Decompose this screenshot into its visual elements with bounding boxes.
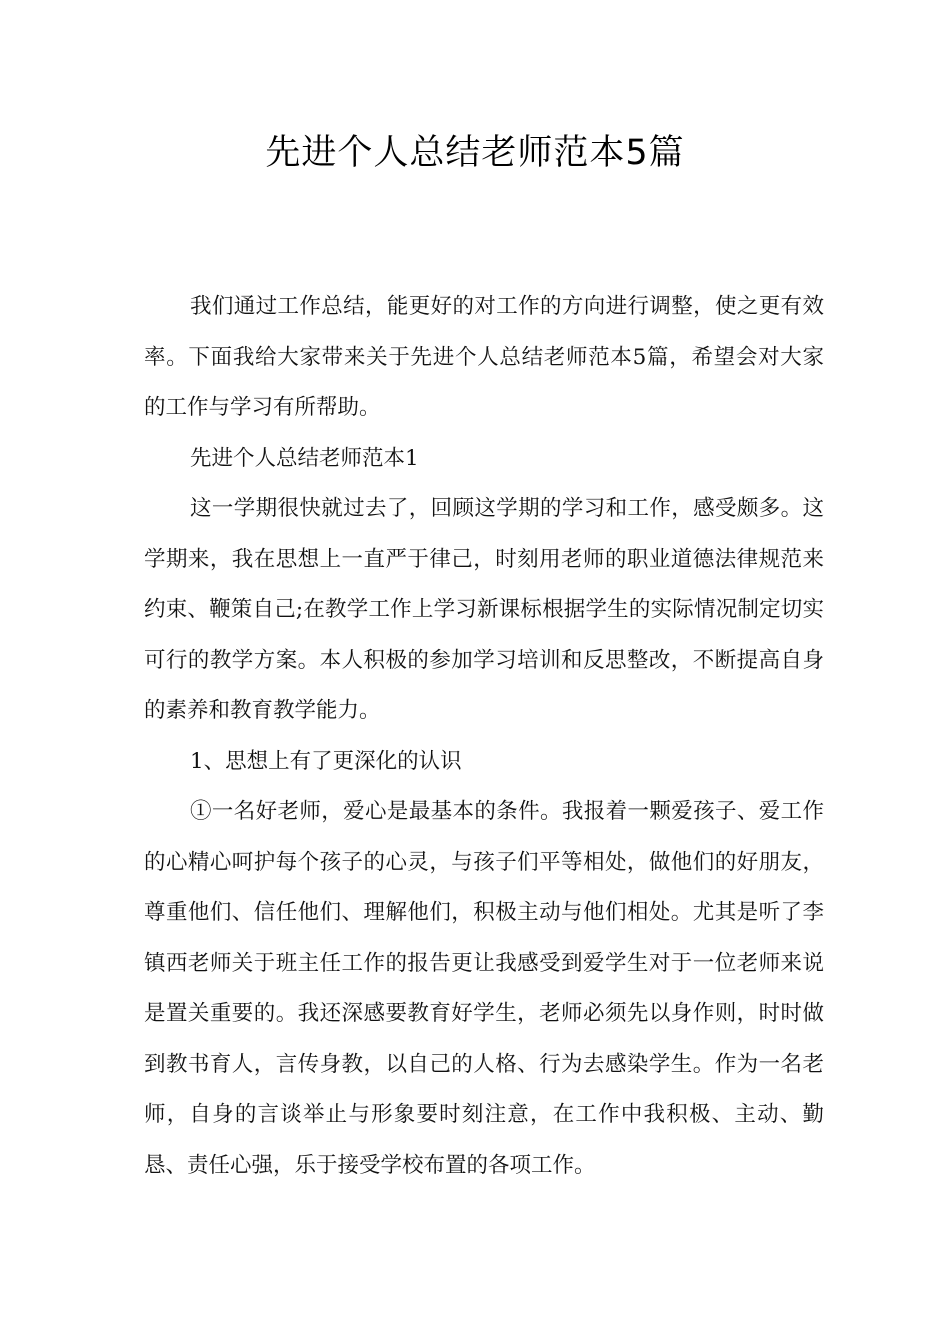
subsection-heading: 1、思想上有了更深化的认识 [190,748,462,774]
document-body [144,282,824,1191]
body-paragraph: ①一名好老师，爱心是最基本的条件。我报着一颗爱孩子、爱工作的心精心呵护每个孩子的心灵，与孩子们平等相处，做他们的好朋友，尊重他们、信任他们、理解他们，积极主动与他们相处。尤其是听了李镇西老师关于班主任工作的报告更让我感受到爱学生对于一位老师来说是置关重要的。我还深感要教育好学生，老师必须先以身作则，时时做到教书育人，言传身教，以自己的人格、行为去感染学生。作为一名老师，自身的言谈举止与形象要时刻注意，在工作中我积极、主动、勤恳、责任心强，乐于接受学校布置的各项工作。 [144,799,824,1178]
document-title: 先进个人总结老师范本5篇 [265,133,685,173]
body-paragraph: 这一学期很快就过去了，回顾这学期的学习和工作，感受颇多。这学期来，我在思想上一直严于律己，时刻用老师的职业道德法律规范来约束、鞭策自己;在教学工作上学习新课标根据学生的实际情况制定切实可行的教学方案。本人积极的参加学习培训和反思整改，不断提高自身的素养和教育教学能力。 [144,496,824,723]
intro-paragraph: 我们通过工作总结，能更好的对工作的方向进行调整，使之更有效率。下面我给大家带来关于先进个人总结老师范本5篇，希望会对大家的工作与学习有所帮助。 [144,294,824,420]
section-heading: 先进个人总结老师范本1 [190,445,419,471]
